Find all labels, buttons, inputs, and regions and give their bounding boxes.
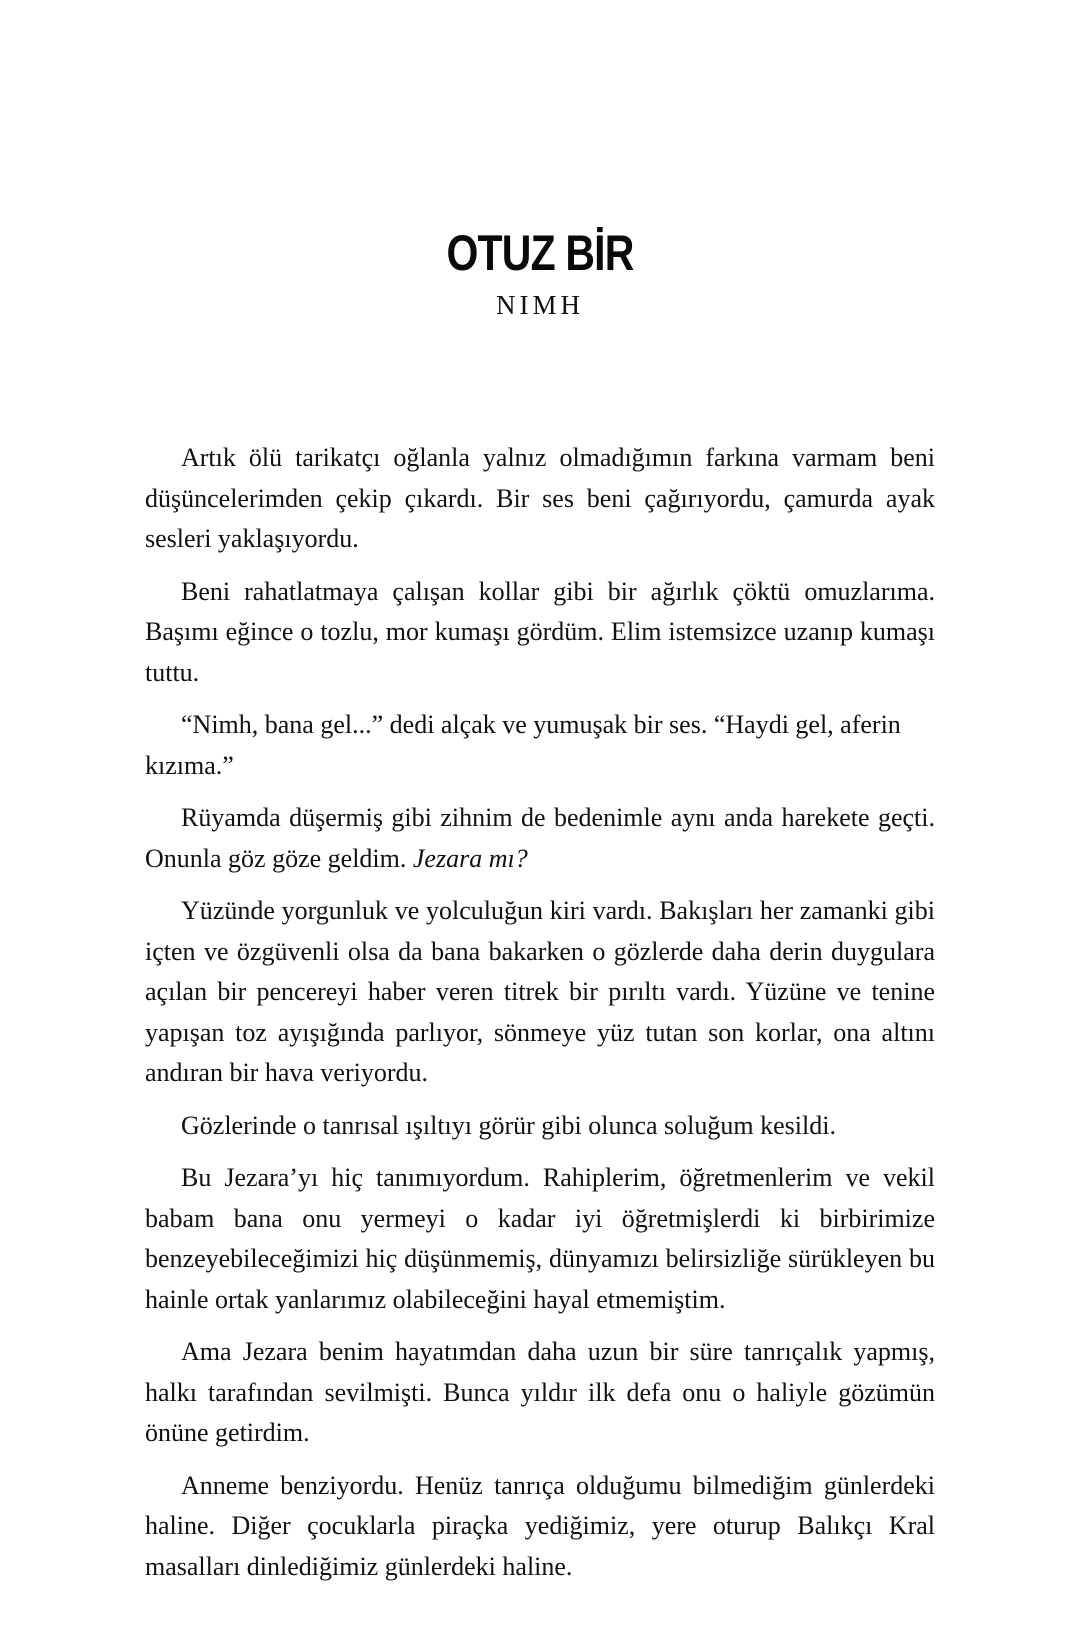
paragraph-3: “Nimh, bana gel...” dedi alçak ve yumuşak bir ses. “Haydi gel, aferin kızıma.”: [145, 710, 901, 780]
paragraph-4: [145, 798, 935, 879]
paragraph-1: Artık ölü tarikatçı oğlanla yalnız olmadığımın farkına varmam beni düşüncelerimden çekip çıkardı. Bir ses beni çağırıyordu, çamurda ayak sesleri yaklaşıyordu.: [145, 443, 935, 553]
chapter-title: OTUZ BİR: [446, 225, 634, 281]
paragraph-6: Gözlerinde o tanrısal ışıltıyı görür gibi olunca soluğum kesildi.: [181, 1110, 836, 1140]
paragraph-7: Bu Jezara’yı hiç tanımıyordum. Rahiplerim, öğretmenlerim ve vekil babam bana onu yermeyi o kadar iyi öğretmişlerdi ki birbirimize benzeyebileceğimizi hiç düşünmemiş, dünyamızı belirsizliğe sürükleyen bu hainle ortak yanlarımız olabileceğini hayal etmemiştim.: [145, 1163, 935, 1314]
paragraph-5: Yüzünde yorgunluk ve yolculuğun kiri vardı. Bakışları her zamanki gibi içten ve özgüvenli olsa da bana bakarken o gözlerde daha derin duygulara açılan bir pencereyi haber veren titrek bir pırıltı vardı. Yüzüne ve tenine yapışan toz ayışığında parlıyor, sönmeye yüz tutan son korlar, ona altını andıran bir hava veriyordu.: [145, 896, 935, 1087]
paragraph-4-italic: Jezara mı?: [412, 843, 528, 873]
paragraph-9: Anneme benziyordu. Henüz tanrıça olduğumu bilmediğim günlerdeki haline. Diğer çocuklarla piraçka yediğimiz, yere oturup Balıkçı Kral masalları dinlediğimiz günlerdeki haline.: [145, 1470, 935, 1581]
chapter-body: [145, 438, 935, 1599]
paragraph-8: Ama Jezara benim hayatımdan daha uzun bir süre tanrıçalık yapmış, halkı tarafından sevilmişti. Bunca yıldır ilk defa onu o haliyle gözümün önüne getirdim.: [145, 1337, 935, 1447]
paragraph-4-text: Rüyamda düşermiş gibi zihnim de bedenimle aynı anda harekete geçti. Onunla göz göze geldim.: [145, 803, 935, 873]
chapter-subtitle: NIMH: [496, 290, 584, 320]
paragraph-2: Beni rahatlatmaya çalışan kollar gibi bir ağırlık çöktü omuzlarıma. Başımı eğince o tozlu, mor kumaşı gördüm. Elim istemsizce uzanıp kumaşı tuttu.: [145, 576, 935, 687]
